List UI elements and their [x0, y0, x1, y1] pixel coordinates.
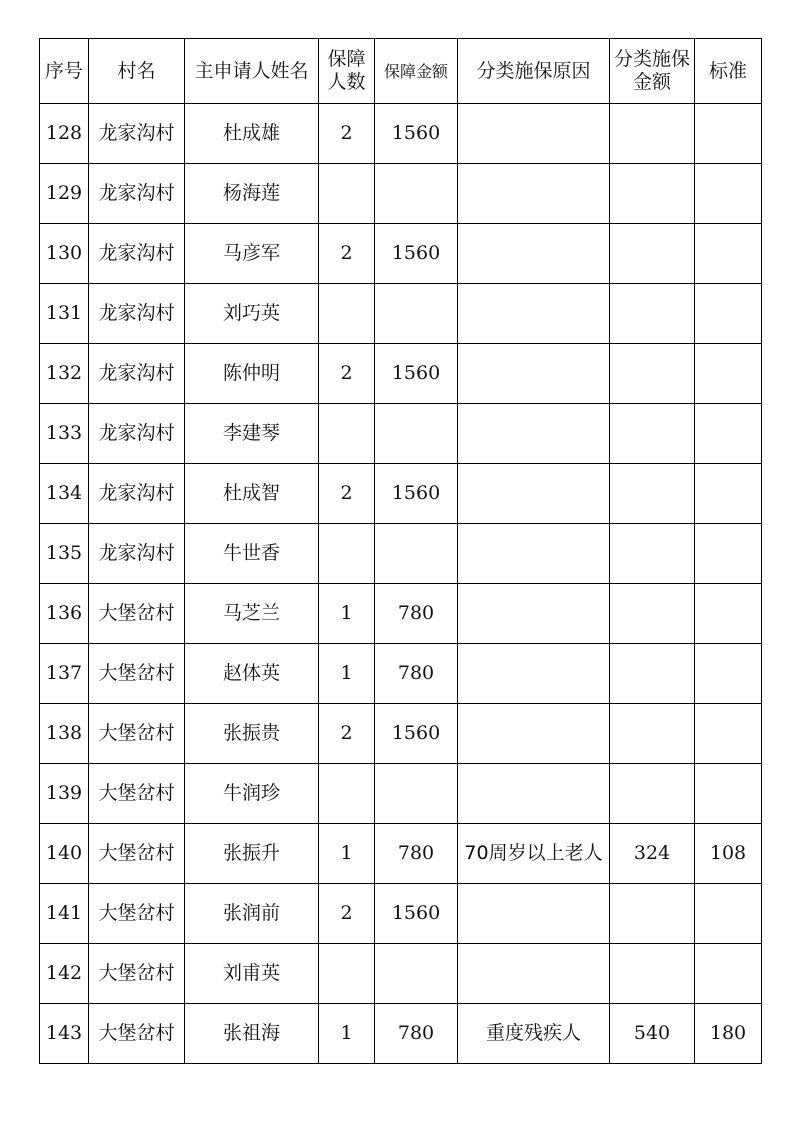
header-applicant: 主申请人姓名 — [185, 39, 319, 104]
table-row — [40, 704, 762, 764]
cell-amount: 1560 — [375, 704, 458, 764]
cell-applicant: 牛世香 — [185, 524, 319, 584]
cell-amount: 780 — [375, 1004, 458, 1064]
header-standard: 标准 — [695, 39, 762, 104]
cell-village: 龙家沟村 — [89, 164, 185, 224]
cell-amount — [375, 164, 458, 224]
cell-applicant: 张振贵 — [185, 704, 319, 764]
cell-seq: 140 — [40, 824, 89, 884]
cell-applicant: 刘甫英 — [185, 944, 319, 1004]
cell-reason — [458, 764, 610, 824]
cell-reason — [458, 164, 610, 224]
table-row — [40, 764, 762, 824]
cell-village: 龙家沟村 — [89, 224, 185, 284]
cell-village: 龙家沟村 — [89, 524, 185, 584]
cell-village: 龙家沟村 — [89, 104, 185, 164]
cell-seq: 143 — [40, 1004, 89, 1064]
table-row — [40, 344, 762, 404]
cell-seq: 131 — [40, 284, 89, 344]
cell-seq: 128 — [40, 104, 89, 164]
cell-cat-amount — [610, 584, 695, 644]
table-row — [40, 164, 762, 224]
cell-standard: 108 — [695, 824, 762, 884]
header-cat-amount: 分类施保金额 — [610, 39, 695, 104]
assistance-table — [39, 38, 762, 1064]
header-reason: 分类施保原因 — [458, 39, 610, 104]
cell-village: 大堡岔村 — [89, 944, 185, 1004]
cell-applicant: 马彦军 — [185, 224, 319, 284]
cell-village: 大堡岔村 — [89, 764, 185, 824]
cell-standard — [695, 884, 762, 944]
header-count: 保障人数 — [319, 39, 375, 104]
cell-cat-amount — [610, 884, 695, 944]
cell-village: 龙家沟村 — [89, 464, 185, 524]
table-row — [40, 644, 762, 704]
cell-village: 大堡岔村 — [89, 704, 185, 764]
cell-reason: 70周岁以上老人 — [458, 824, 610, 884]
cell-cat-amount — [610, 764, 695, 824]
table-row — [40, 524, 762, 584]
cell-village: 大堡岔村 — [89, 1004, 185, 1064]
cell-reason — [458, 584, 610, 644]
cell-seq: 130 — [40, 224, 89, 284]
cell-count — [319, 524, 375, 584]
cell-standard — [695, 104, 762, 164]
cell-cat-amount — [610, 464, 695, 524]
cell-reason — [458, 284, 610, 344]
cell-applicant: 杨海莲 — [185, 164, 319, 224]
cell-seq: 141 — [40, 884, 89, 944]
cell-count: 1 — [319, 1004, 375, 1064]
table-row — [40, 404, 762, 464]
cell-amount — [375, 764, 458, 824]
header-seq: 序号 — [40, 39, 89, 104]
cell-standard — [695, 464, 762, 524]
cell-count: 2 — [319, 704, 375, 764]
cell-reason — [458, 344, 610, 404]
cell-amount: 1560 — [375, 104, 458, 164]
cell-cat-amount — [610, 284, 695, 344]
cell-applicant: 牛润珍 — [185, 764, 319, 824]
cell-standard — [695, 524, 762, 584]
cell-village: 龙家沟村 — [89, 284, 185, 344]
cell-applicant: 赵体英 — [185, 644, 319, 704]
cell-seq: 142 — [40, 944, 89, 1004]
cell-standard — [695, 344, 762, 404]
cell-applicant: 张润前 — [185, 884, 319, 944]
cell-amount: 1560 — [375, 344, 458, 404]
cell-standard — [695, 764, 762, 824]
cell-standard: 180 — [695, 1004, 762, 1064]
cell-applicant: 张祖海 — [185, 1004, 319, 1064]
cell-cat-amount — [610, 524, 695, 584]
cell-amount — [375, 944, 458, 1004]
cell-standard — [695, 704, 762, 764]
cell-reason — [458, 644, 610, 704]
cell-standard — [695, 644, 762, 704]
table-row — [40, 464, 762, 524]
cell-cat-amount — [610, 644, 695, 704]
cell-standard — [695, 584, 762, 644]
cell-count: 1 — [319, 584, 375, 644]
cell-amount: 780 — [375, 644, 458, 704]
cell-applicant: 刘巧英 — [185, 284, 319, 344]
table-row — [40, 104, 762, 164]
cell-reason — [458, 224, 610, 284]
cell-amount: 780 — [375, 584, 458, 644]
cell-village: 龙家沟村 — [89, 404, 185, 464]
cell-village: 大堡岔村 — [89, 884, 185, 944]
cell-cat-amount — [610, 704, 695, 764]
cell-count: 1 — [319, 824, 375, 884]
cell-count — [319, 164, 375, 224]
cell-standard — [695, 944, 762, 1004]
cell-standard — [695, 404, 762, 464]
cell-reason — [458, 104, 610, 164]
cell-seq: 129 — [40, 164, 89, 224]
table-row — [40, 584, 762, 644]
cell-amount: 780 — [375, 824, 458, 884]
cell-applicant: 张振升 — [185, 824, 319, 884]
table-header-row — [40, 39, 762, 104]
cell-seq: 139 — [40, 764, 89, 824]
table-row — [40, 284, 762, 344]
cell-standard — [695, 164, 762, 224]
cell-count: 2 — [319, 224, 375, 284]
cell-seq: 132 — [40, 344, 89, 404]
header-village: 村名 — [89, 39, 185, 104]
table-row — [40, 884, 762, 944]
cell-amount — [375, 524, 458, 584]
cell-reason — [458, 524, 610, 584]
cell-applicant: 杜成智 — [185, 464, 319, 524]
cell-seq: 133 — [40, 404, 89, 464]
cell-cat-amount — [610, 344, 695, 404]
cell-count: 2 — [319, 884, 375, 944]
cell-seq: 138 — [40, 704, 89, 764]
cell-village: 大堡岔村 — [89, 644, 185, 704]
cell-village: 龙家沟村 — [89, 344, 185, 404]
cell-village: 大堡岔村 — [89, 584, 185, 644]
cell-reason — [458, 944, 610, 1004]
cell-applicant: 陈仲明 — [185, 344, 319, 404]
cell-applicant: 马芝兰 — [185, 584, 319, 644]
table-row — [40, 1004, 762, 1064]
header-amount: 保障金额 — [375, 39, 458, 104]
cell-cat-amount — [610, 404, 695, 464]
cell-amount: 1560 — [375, 464, 458, 524]
cell-count — [319, 764, 375, 824]
cell-amount: 1560 — [375, 224, 458, 284]
cell-amount — [375, 284, 458, 344]
table-row — [40, 824, 762, 884]
cell-reason — [458, 464, 610, 524]
cell-cat-amount — [610, 104, 695, 164]
cell-reason: 重度残疾人 — [458, 1004, 610, 1064]
cell-count: 1 — [319, 644, 375, 704]
cell-seq: 134 — [40, 464, 89, 524]
cell-village: 大堡岔村 — [89, 824, 185, 884]
cell-cat-amount — [610, 164, 695, 224]
cell-count — [319, 404, 375, 464]
cell-seq: 137 — [40, 644, 89, 704]
cell-cat-amount: 540 — [610, 1004, 695, 1064]
cell-seq: 135 — [40, 524, 89, 584]
cell-standard — [695, 224, 762, 284]
cell-standard — [695, 284, 762, 344]
cell-count: 2 — [319, 104, 375, 164]
cell-reason — [458, 884, 610, 944]
cell-cat-amount: 324 — [610, 824, 695, 884]
table-row — [40, 944, 762, 1004]
cell-amount — [375, 404, 458, 464]
cell-count — [319, 944, 375, 1004]
cell-count: 2 — [319, 464, 375, 524]
cell-seq: 136 — [40, 584, 89, 644]
cell-count — [319, 284, 375, 344]
cell-cat-amount — [610, 224, 695, 284]
cell-count: 2 — [319, 344, 375, 404]
cell-reason — [458, 404, 610, 464]
cell-reason — [458, 704, 610, 764]
cell-cat-amount — [610, 944, 695, 1004]
table-row — [40, 224, 762, 284]
cell-amount: 1560 — [375, 884, 458, 944]
cell-applicant: 李建琴 — [185, 404, 319, 464]
table-body — [40, 104, 762, 1064]
cell-applicant: 杜成雄 — [185, 104, 319, 164]
